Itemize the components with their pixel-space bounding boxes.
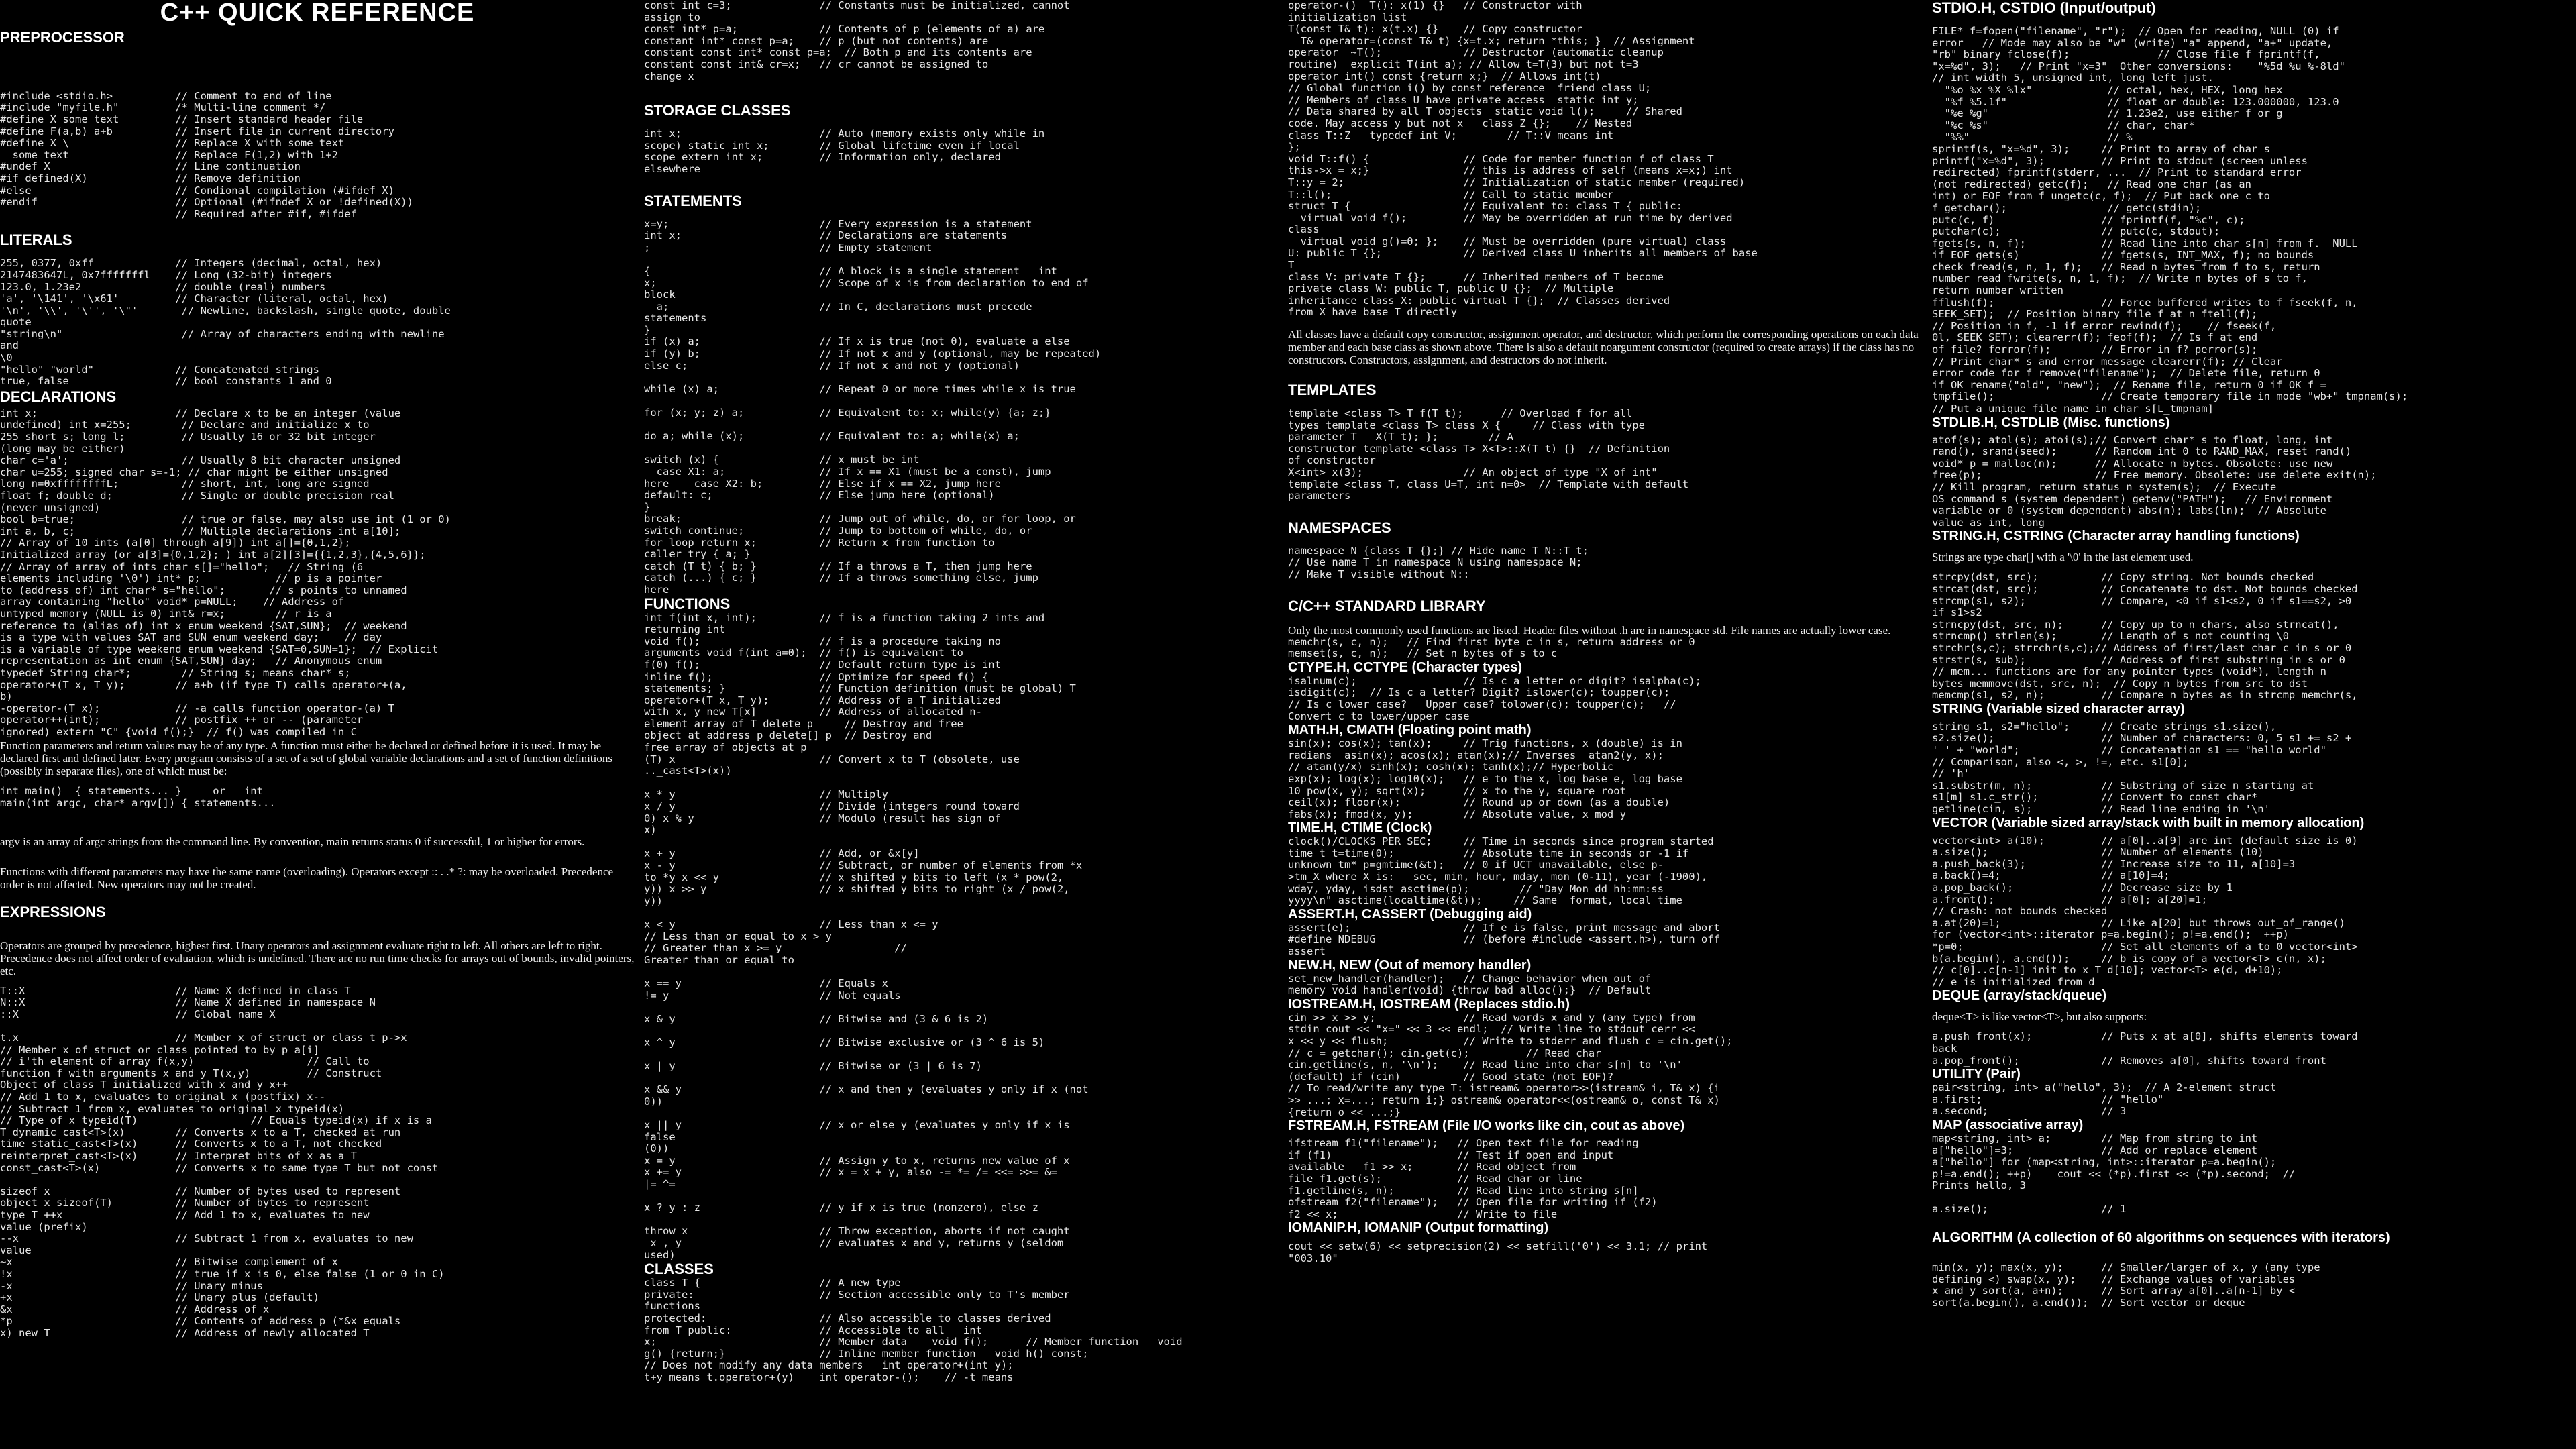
section-heading-expressions: EXPRESSIONS <box>0 903 106 920</box>
section-heading-statements: STATEMENTS <box>644 192 742 209</box>
heading-iostream: IOSTREAM.H, IOSTREAM (Replaces stdio.h) <box>1288 996 1570 1012</box>
heading-vector: VECTOR (Variable sized array/stack with built in memory allocation) <box>1932 815 2365 830</box>
column-2 <box>644 0 1288 1449</box>
heading-utility: UTILITY (Pair) <box>1932 1067 2021 1082</box>
section-heading-literals: LITERALS <box>0 231 72 249</box>
code-block-preprocessor: #include <stdio.h> // Comment to end of line #include "myfile.h" /* Multi-line comment */ #define X some text // Insert standard header file #define F(a,b) a+b // Insert file in current directory #define X \ // Replace X with some text some text // Replace F(1,2) with 1+2 #undef X // Line continuation #if defined(X) // Remove definition #else // Condional compilation (#ifdef X) #endif // Optional (#ifndef X or !defined(X)) // Required after #if, #ifdef <box>0 89 413 220</box>
code-block-new: set_new_handler(handler); // Change behavior when out of memory void handler(void) {throw bad_alloc();} // Default <box>1288 972 1652 997</box>
code-block-templates: template <class T> T f(T t); // Overload f for all types template <class T> class X { // Class with type parameter T X(T t); }; // A constructor template <class T> X<T>::X(T t) {} // Definition of constructor X<int> x(3); // An object of type "X of int" template <class T, class U=T, int n=0> // Template with default parameters <box>1288 407 1689 502</box>
code-block-time: clock()/CLOCKS_PER_SEC; // Time in seconds since program started time_t t=time(0); // Absolute time in seconds or -1 if unknown tm* p=gmtime(&t); // 0 if UCT unavailable, else p- >tm_X where X is: sec, min, hour, mday, mon (0-11), year (-1900), wday, yday, isdst asctime(p); // "Day Mon dd hh:mm:ss yyyy\n" asctime(localtime(&t)); // Same format, local time <box>1288 835 1714 907</box>
code-block-ctype: isalnum(c); // Is c a letter or digit? isalpha(c); isdigit(c); // Is c a letter? Digit? islower(c); toupper(c); // Is c lower case? Upper case? tolower(c); toupper(c); // Convert c to lower/upper case <box>1288 674 1701 722</box>
code-block-iomanip: cout << setw(6) << setprecision(2) << setfill('0') << 3.1; // print "003.10" <box>1288 1240 1708 1265</box>
code-block-algorithm: min(x, y); max(x, y); // Smaller/larger of x, y (any type defining <) swap(x, y); // Exchange values of variables x and y sort(a, a+n); // Sort array a[0]..a[n-1] by < sort(a.begin(), a.end()); // Sort vector or deque <box>1932 1261 2320 1309</box>
code-block-deque: a.push_front(x); // Puts x at a[0], shifts elements toward back a.pop_front(); // Removes a[0], shifts toward front <box>1932 1030 2358 1067</box>
section-heading-storage-classes: STORAGE CLASSES <box>644 102 791 119</box>
heading-iomanip: IOMANIP.H, IOMANIP (Output formatting) <box>1288 1220 1549 1236</box>
section-heading-declarations: DECLARATIONS <box>0 388 117 405</box>
section-heading-classes: CLASSES <box>644 1260 714 1278</box>
paragraph-overloading: Functions with different parameters may have the same name (overloading). Operators except :: . .* ?: may be overloaded. Precedence order is not affected. New operators may not be created. <box>0 865 614 891</box>
code-block-constants: const int c=3; // Constants must be initialized, cannot assign to const int* p=a; // Contents of p (elements of a) are constant int* const p=a; // p (but not contents) are constant const int* const p=a; // Both p and its contents are constant const int& cr=x; // cr cannot be assigned to change x <box>644 0 1070 83</box>
code-block-string-h: strcpy(dst, src); // Copy string. Not bounds checked strcat(dst, src); // Concatenate to dst. Not bounds checked strcmp(s1, s2); // Compare, <0 if s1<s2, 0 if s1==s2, >0 if s1>s2 strncpy(dst, src, n); // Copy up to n chars, also strncat(), strncmp() strlen(s); // Length of s not counting \0 strchr(s,c); strrchr(s,c);// Address of first/last char c in s or 0 strstr(s, sub); // Address of first substring in s or 0 // mem... functions are for any pointer types (void*), length n bytes memmove(dst, src, n); // Copy n bytes from src to dst memcmp(s1, s2, n); // Compare n bytes as in strcmp memchr(s, <box>1932 571 2358 702</box>
code-block-fstream: ifstream f1("filename"); // Open text file for reading if (f1) // Test if open and input available f1 >> x; // Read object from file f1.get(s); // Read char or line f1.getline(s, n); // Read line into string s[n] ofstream f2("filename"); // Open file for writing if (f2) f2 << x; // Write to file <box>1288 1137 1658 1220</box>
code-block-stdlib: atof(s); atol(s); atoi(s);// Convert char* s to float, long, int rand(), srand(seed); // Random int 0 to RAND_MAX, reset rand() void* p = malloc(n); // Allocate n bytes. Obsolete: use new free(p); // Free memory. Obsolete: use delete exit(n); // Kill program, return status n system(s); // Execute OS command s (system dependent) getenv("PATH"); // Environment variable or 0 (system dependent) abs(n); labs(ln); // Absolute value as int, long <box>1932 433 2377 529</box>
heading-new: NEW.H, NEW (Out of memory handler) <box>1288 957 1532 973</box>
column-3 <box>1288 0 1932 1449</box>
heading-string: STRING (Variable sized character array) <box>1932 701 2185 716</box>
code-block-main: int main() { statements... } or int main(int argc, char* argv[]) { statements... <box>0 785 276 810</box>
heading-math: MATH.H, CMATH (Floating point math) <box>1288 722 1532 738</box>
heading-assert: ASSERT.H, CASSERT (Debugging aid) <box>1288 906 1532 922</box>
page-title: C++ QUICK REFERENCE <box>160 0 475 27</box>
code-block-assert: assert(e); // If e is false, print message and abort #define NDEBUG // (before #include <assert.h>), turn off assert <box>1288 921 1720 958</box>
heading-ctype: CTYPE.H, CCTYPE (Character types) <box>1288 659 1522 675</box>
section-heading-templates: TEMPLATES <box>1288 382 1377 399</box>
code-block-utility: pair<string, int> a("hello", 3); // A 2-element struct a.first; // "hello" a.second; // 3 <box>1932 1081 2277 1118</box>
heading-deque: DEQUE (array/stack/queue) <box>1932 988 2107 1004</box>
code-block-class-members: operator-() T(): x(1) {} // Constructor with initialization list T(const T& t): x(t.x) {} // Copy constructor T& operator=(const T& t) {x=t.x; return *this; } // Assignment operator ~T(); // Destructor (automatic cleanup routine) explicit T(int a); // Allow t=T(3) but not t=3 operator int() const {return x;} // Allows int(t) // Global function i() by const reference friend class U; // Members of class U have private access static int y; // Data shared by all T objects static void l(); // Shared code. May access y but not x class Z {}; // Nested class T::Z typedef int V; // T::V means int }; void T::f() { // Code for member function f of class T this->x = x;} // this is address of self (means x=x;) int T::y = 2; // Initialization of static member (required) T::l(); // Call to static member struct T { // Equivalent to: class T { public: virtual void f(); // May be overridden at run time by derived class virtual void g()=0; }; // Must be overridden (pure virtual) class U: public T {}; // Derived class U inherits all members of base T class V: private T {}; // Inherited members of T become private class W: public T, public U {}; // Multiple inheritance class X: public virtual T {}; // Classes derived from X have base T directly <box>1288 0 1758 319</box>
code-block-stdio: FILE* f=fopen("filename", "r"); // Open for reading, NULL (0) if error // Mode may also be "w" (write) "a" append, "a+" update, "rb" binary fclose(f); // Close file f fprintf(f, "x=%d", 3); // Print "x=3" Other conversions: "%5d %u %-8ld" // int width 5, unsigned int, long left just. "%o %x %X %lx" // octal, hex, HEX, long hex "%f %5.1f" // float or double: 123.000000, 123.0 "%e %g" // 1.23e2, use either f or g "%c %s" // char, char* "%%" // % sprintf(s, "x=%d", 3); // Print to array of char s printf("x=%d", 3); // Print to stdout (screen unless redirected) fprintf(stderr, ... // Print to standard error (not redirected) getc(f); // Read one char (as an int) or EOF from f ungetc(c, f); // Put back one c to f getchar(); // getc(stdin); putc(c, f) // fprintf(f, "%c", c); putchar(c); // putc(c, stdout); fgets(s, n, f); // Read line into char s[n] from f. NULL if EOF gets(s) // fgets(s, INT_MAX, f); no bounds check fread(s, n, 1, f); // Read n bytes from f to s, return number read fwrite(s, n, 1, f); // Write n bytes of s to f, return number written fflush(f); // Force buffered writes to f fseek(f, n, SEEK_SET); // Position binary file f at n ftell(f); // Position in f, -1 if error rewind(f); // fseek(f, 0l, SEEK_SET); clearerr(f); feof(f); // Is f at end of file? ferror(f); // Error in f? perror(s); // Print char* s and error message clearerr(f); // Clear error code for f remove("filename"); // Delete file, return 0 if OK rename("old", "new"); // Rename file, return 0 if OK f = tmpfile(); // Create temporary file in mode "wb+" tmpnam(s); // Put a unique file name in char s[L_tmpnam] <box>1932 25 2408 415</box>
code-block-string: string s1, s2="hello"; // Create strings s1.size(), s2.size(); // Number of characters: 0, 5 s1 += s2 + ' ' + "world"; // Concatenation s1 == "hello world" // Comparison, also <, >, !=, etc. s1[0]; // 'h' s1.substr(m, n); // Substring of size n starting at s1[m] s1.c_str(); // Convert to const char* getline(cin, s); // Read line ending in '\n' <box>1932 720 2352 816</box>
section-heading-stdio: STDIO.H, CSTDIO (Input/output) <box>1932 0 2156 16</box>
code-block-namespaces: namespace N {class T {};} // Hide name T N::T t; // Use name T in namespace N using namespace N; // Make T visible without N:: <box>1288 544 1589 580</box>
section-heading-functions: FUNCTIONS <box>644 595 731 612</box>
code-block-declarations: int x; // Declare x to be an integer (value undefined) int x=255; // Declare and initialize x to 255 short s; long l; // Usually 16 or 32 bit integer (long may be either) char c='a'; // Usually 8 bit character unsigned char u=255; signed char s=-1; // char might be either unsigned long n=0xffffffffL; // short, int, long are signed float f; double d; // Single or double precision real (never unsigned) bool b=true; // true or false, may also use int (1 or 0) int a, b, c; // Multiple declarations int a[10]; // Array of 10 ints (a[0] through a[9]) int a[]={0,1,2}; Initialized array (or a[3]={0,1,2}; ) int a[2][3]={{1,2,3},{4,5,6}}; // Array of array of ints char s[]="hello"; // String (6 elements including '\0') int* p; // p is a pointer to (address of) int char* s="hello"; // s points to unnamed array containing "hello" void* p=NULL; // Address of untyped memory (NULL is 0) int& r=x; // r is a reference to (alias of) int x enum weekend {SAT,SUN}; // weekend is a type with values SAT and SUN enum weekend day; // day is a variable of type weekend enum weekend {SAT=0,SUN=1}; // Explicit representation as int enum {SAT,SUN} day; // Anonymous enum typedef String char*; // String s; means char* s; operator+(T x, T y); // a+b (if type T) calls operator+(a, b) -operator-(T x); // -a calls function operator-(a) T operator++(int); // postfix ++ or -- (parameter ignored) extern "C" {void f();} // f() was compiled in C <box>0 407 451 738</box>
code-block-statements: x=y; // Every expression is a statement int x; // Declarations are statements ; // Empty statement { // A block is a single statement int x; // Scope of x is from declaration to end of block a; // In C, declarations must precede statements } if (x) a; // If x is true (not 0), evaluate a else if (y) b; // If not x and y (optional, may be repeated) else c; // If not x and not y (optional) while (x) a; // Repeat 0 or more times while x is true for (x; y; z) a; // Equivalent to: x; while(y) {a; z;} do a; while (x); // Equivalent to: a; while(x) a; switch (x) { // x must be int case X1: a; // If x == X1 (must be a const), jump here case X2: b; // Else if x == X2, jump here default: c; // Else jump here (optional) } break; // Jump out of while, do, or for loop, or switch continue; // Jump to bottom of while, do, or for loop return x; // Return x from function to caller try { a; } catch (T t) { b; } // If a throws a T, then jump here catch (...) { c; } // If a throws something else, jump here <box>644 217 1102 596</box>
heading-algorithm: ALGORITHM (A collection of 60 algorithms on sequences with iterators) <box>1932 1230 2390 1246</box>
code-block-literals: 255, 0377, 0xff // Integers (decimal, octal, hex) 2147483647L, 0x7fffffffl // Long (32-bit) integers 123.0, 1.23e2 // double (real) numbers 'a', '\141', '\x61' // Character (literal, octal, hex) '\n', '\\', '\'', '\"' // Newline, backslash, single quote, double quote "string\n" // Array of characters ending with newline and \0 "hello" "world" // Concatenated strings true, false // bool constants 1 and 0 <box>0 257 451 388</box>
section-heading-namespaces: NAMESPACES <box>1288 519 1391 536</box>
code-block-classes: class T { // A new type private: // Section accessible only to T's member functions protected: // Also accessible to classes derived from T public: // Accessible to all int x; // Member data void f(); // Member function void g() {return;} // Inline member function void h() const; // Does not modify any data members int operator+(int y); t+y means t.operator+(y) int operator-(); // -t means <box>644 1277 1183 1383</box>
heading-string-h: STRING.H, CSTRING (Character array handling functions) <box>1932 529 2300 544</box>
column-4 <box>1932 0 2576 1449</box>
column-1 <box>0 0 644 1449</box>
heading-stdlib: STDLIB.H, CSTDLIB (Misc. functions) <box>1932 415 2170 430</box>
code-block-iostream: cin >> x >> y; // Read words x and y (any type) from stdin cout << "x=" << 3 << endl; // Write line to stdout cerr << x << y << flush; // Write to stderr and flush c = cin.get(); // c = getchar(); cin.get(c); // Read char cin.getline(s, n, '\n'); // Read line into char s[n] to '\n' (default) if (cin) // Good state (not EOF)? // To read/write any type T: istream& operator>>(istream& i, T& x) {i >> ...; x=...; return i;} ostream& operator<<(ostream& o, const T& x) {return o << ...;} <box>1288 1011 1733 1118</box>
paragraph-default-members: All classes have a default copy constructor, assignment operator, and destructor, which perform the corresponding operations on each data member and each base class as shown above. There is also a default noargument constructor (required to create arrays) if the class has no constructors. Constructors, assignment, and destructors do not inherit. <box>1288 328 1919 367</box>
code-block-storage-classes: int x; // Auto (memory exists only while in scope) static int x; // Global lifetime even if local scope extern int x; // Information only, declared elsewhere <box>644 127 1045 175</box>
code-block-math: sin(x); cos(x); tan(x); // Trig functions, x (double) is in radians asin(x); acos(x); atan(x);// Inverses atan2(y, x); // atan(y/x) sinh(x); cosh(x); tanh(x);// Hyperbolic exp(x); log(x); log10(x); // e to the x, log base e, log base 10 pow(x, y); sqrt(x); // x to the y, square root ceil(x); floor(x); // Round up or down (as a double) fabs(x); fmod(x, y); // Absolute value, x mod y <box>1288 737 1682 820</box>
paragraph-stdlib-intro: Only the most commonly used functions are listed. Header files without .h are in namespace std. File names are actually lower case. <box>1288 623 1891 637</box>
paragraph-argv: argv is an array of argc strings from the command line. By convention, main returns status 0 if successful, 1 or higher for errors. <box>0 835 585 848</box>
code-block-expressions: T::X // Name X defined in class T N::X // Name X defined in namespace N ::X // Global name X t.x // Member x of struct or class t p->x // Member x of struct or class pointed to by p a[i] // i'th element of array f(x,y) // Call to function f with arguments x and y T(x,y) // Construct Object of class T initialized with x and y x++ // Add 1 to x, evaluates to original x (postfix) x-- // Subtract 1 from x, evaluates to original x typeid(x) // Type of x typeid(T) // Equals typeid(x) if x is a T dynamic_cast<T>(x) // Converts x to a T, checked at run time static_cast<T>(x) // Converts x to a T, not checked reinterpret_cast<T>(x) // Interpret bits of x as a T const_cast<T>(x) // Converts x to same type T but not const sizeof x // Number of bytes used to represent object x sizeof(T) // Number of bytes to represent type T ++x // Add 1 to x, evaluates to new value (prefix) --x // Subtract 1 from x, evaluates to new value ~x // Bitwise complement of x !x // true if x is 0, else false (1 or 0 in C) -x // Unary minus +x // Unary plus (default) &x // Address of x *p // Contents of address p (*&x equals x) new T // Address of newly allocated T <box>0 984 445 1339</box>
code-block-memchr: memchr(s, c, n); // Find first byte c in s, return address or 0 memset(s, c, n); // Set n bytes of s to c <box>1288 635 1695 660</box>
heading-time: TIME.H, CTIME (Clock) <box>1288 820 1432 836</box>
section-heading-preprocessor: PREPROCESSOR <box>0 29 125 46</box>
code-block-functions: int f(int x, int); // f is a function taking 2 ints and returning int void f(); // f is a procedure taking no arguments void f(int a=0); // f() is equivalent to f(0) f(); // Default return type is int inline f(); // Optimize for speed f() { statements; } // Function definition (must be global) T operator+(T x, T y); // Address of a T initialized with x, y new T[x] // Address of allocated n- element array of T delete p // Destroy and free object at address p delete[] p // Destroy and free array of objects at p (T) x // Convert x to T (obsolete, use .._cast<T>(x)) x * y // Multiply x / y // Divide (integers round toward 0) x % y // Modulo (result has sign of x) x + y // Add, or &x[y] x - y // Subtract, or number of elements from *x to *y x << y // x shifted y bits to left (x * pow(2, y)) x >> y // x shifted y bits to right (x / pow(2, y)) x < y // Less than x <= y // Less than or equal to x > y // Greater than x >= y // Greater than or equal to x == y // Equals x != y // Not equals x & y // Bitwise and (3 & 6 is 2) x ^ y // Bitwise exclusive or (3 ^ 6 is 5) x | y // Bitwise or (3 | 6 is 7) x && y // x and then y (evaluates y only if x (not 0)) x || y // x or else y (evaluates y only if x is false (0)) x = y // Assign y to x, returns new value of x x += y // x = x + y, also -= *= /= <<= >>= &= |= ^= x ? y : z // y if x is true (nonzero), else z throw x // Throw exception, aborts if not caught x , y // evaluates x and y, returns y (seldom used) <box>644 611 1089 1261</box>
paragraph-expressions: Operators are grouped by precedence, highest first. Unary operators and assignment evaluate right to left. All others are left to right. Precedence does not affect order of evaluation, which is undefined. There are no run time checks for arrays out of bounds, invalid pointers, etc. <box>0 938 635 977</box>
paragraph-functions-intro: Function parameters and return values may be of any type. A function must either be declared or defined before it is used. It may be declared first and defined later. Every program consists of a set of a set of global variable declarations and a set of function definitions (possibly in separate files), one of which must be: <box>0 739 612 778</box>
paragraph-deque: deque<T> is like vector<T>, but also supports: <box>1932 1010 2147 1024</box>
code-block-map: map<string, int> a; // Map from string to int a["hello"]=3; // Add or replace element a["hello"] for (map<string, int>::iterator p=a.begin(); p!=a.end(); ++p) cout << (*p).first << (*p).second; // Prints hello, 3 a.size(); // 1 <box>1932 1132 2296 1216</box>
code-block-vector: vector<int> a(10); // a[0]..a[9] are int (default size is 0) a.size(); // Number of elements (10) a.push_back(3); // Increase size to 11, a[10]=3 a.back()=4; // a[10]=4; a.pop_back(); // Decrease size by 1 a.front(); // a[0]; a[20]=1; // Crash: not bounds checked a.at(20)=1; // Like a[20] but throws out_of_range() for (vector<int>::iterator p=a.begin(); p!=a.end(); ++p) *p=0; // Set all elements of a to 0 vector<int> b(a.begin(), a.end()); // b is copy of a vector<T> c(n, x); // c[0]..c[n-1] init to x T d[10]; vector<T> e(d, d+10); // e is initialized from d <box>1932 834 2358 988</box>
section-heading-stdlib: C/C++ STANDARD LIBRARY <box>1288 597 1486 614</box>
heading-map: MAP (associative array) <box>1932 1117 2084 1132</box>
heading-fstream: FSTREAM.H, FSTREAM (File I/O works like cin, cout as above) <box>1288 1118 1685 1134</box>
paragraph-strings-intro: Strings are type char[] with a '\0' in the last element used. <box>1932 551 2194 564</box>
